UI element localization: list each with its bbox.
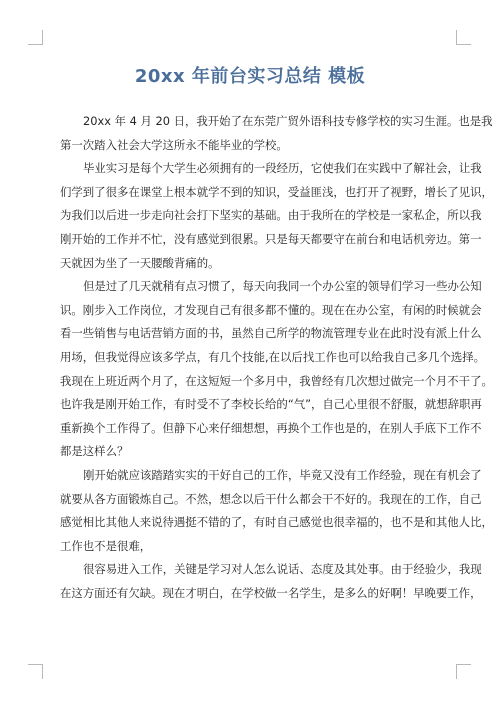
body-line: 很容易进入工作，关键是学习对人怎么说话、态度及其处事。由于经验少，我现 bbox=[83, 562, 482, 577]
body-line: 20xx 年 4 月 20 日，我开始了在东莞广贸外语科技专修学校的实习生涯。也是我 bbox=[83, 114, 493, 128]
body-line: 刚开始的工作并不忙，没有感觉到很累。只是每天都要守在前台和电话机旁边。第一 bbox=[60, 231, 482, 246]
body-line: 看一些销售与电话营销方面的书，虽然自己所学的物流管理专业在此时没有派上什么 bbox=[60, 326, 482, 341]
body-line: 刚开始就应该踏踏实实的干好自己的工作，毕竟又没有工作经验，现在有机会了 bbox=[83, 467, 482, 482]
body-line: 为我们以后进一步走向社会打下坚实的基础。由于我所在的学校是一家私企，所以我 bbox=[60, 208, 482, 223]
body-line: 我现在上班近两个月了，在这短短一个多月中，我曾经有几次想过做完一个月不干了。 bbox=[60, 373, 493, 388]
corner-mark-top-right bbox=[456, 30, 471, 45]
document-title: 20xx 年前台实习总结 模板 bbox=[134, 66, 366, 87]
body-line: 都是这样么？ bbox=[60, 444, 129, 459]
document-body bbox=[60, 110, 493, 605]
corner-mark-top-left bbox=[28, 30, 43, 45]
body-line: 重新换个工作得了。但静下心来仔细想想，再换个工作也是的，在别人手底下工作不 bbox=[60, 420, 482, 435]
body-line: 在这方面还有欠缺。现在才明白，在学校做一名学生，是多么的好啊！早晚要工作， bbox=[60, 585, 482, 600]
body-line: 第一次踏入社会大学这所永不能毕业的学校。 bbox=[60, 137, 288, 152]
body-line: 工作也不是很难， bbox=[60, 538, 152, 553]
body-line: 天就因为坐了一天腰酸背痛的。 bbox=[60, 255, 220, 270]
body-line: 用场，但我觉得应该多学点，有几个技能,在以后找工作也可以给我自己多几个选择。 bbox=[60, 349, 486, 364]
body-line: 毕业实习是每个大学生必须拥有的一段经历，它使我们在实践中了解社会，让我 bbox=[83, 161, 482, 176]
body-line: 识。刚步入工作岗位，才发现自己有很多都不懂的。现在在办公室，有闲的时候就会 bbox=[60, 302, 482, 317]
body-line: 感觉相比其他人来说待遇挺不错的了，有时自己感觉也很幸福的，也不是和其他人比， bbox=[60, 515, 493, 530]
body-line: 也许我是刚开始工作，有时受不了李校长给的“气”，自己心里很不舒服，就想辞职再 bbox=[60, 397, 482, 412]
body-line: 就要从各方面锻炼自己。不然，想念以后干什么都会干不好的。我现在的工作，自己 bbox=[60, 491, 482, 506]
body-line: 但是过了几天就稍有点习惯了，每天向我同一个办公室的领导们学习一些办公知 bbox=[83, 279, 482, 294]
corner-mark-bottom-left bbox=[28, 664, 43, 679]
body-line: 们学到了很多在课堂上根本就学不到的知识，受益匪浅，也打开了视野，增长了见识， bbox=[60, 184, 493, 199]
corner-mark-bottom-right bbox=[456, 664, 471, 679]
